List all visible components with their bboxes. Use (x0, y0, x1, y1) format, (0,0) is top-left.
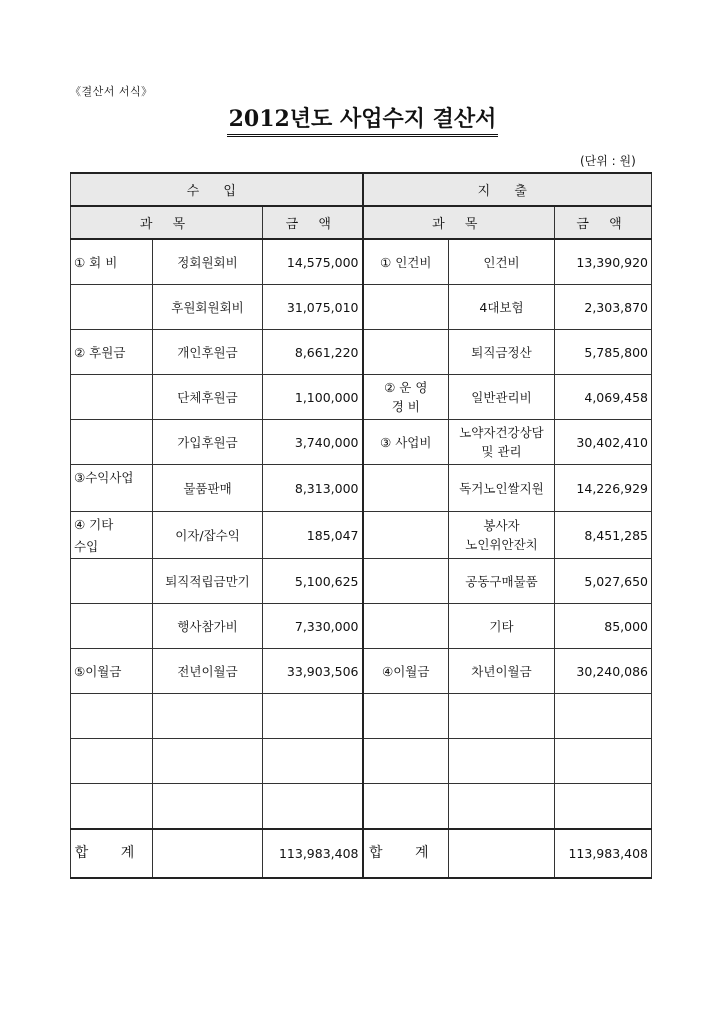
expense-category (363, 784, 449, 830)
expense-amount-text: 8,451,285 (584, 527, 648, 543)
expense-header: 지 출 (363, 173, 652, 206)
income-amount-text: 5,100,625 (294, 573, 359, 589)
expense-item-text: 인건비 (483, 254, 520, 270)
income-item (153, 649, 263, 694)
income-category (71, 239, 153, 285)
table-row (71, 649, 652, 694)
income-total-blank (153, 829, 263, 878)
income-header: 수 입 (71, 173, 363, 206)
expense-item (449, 649, 555, 694)
income-category (71, 512, 153, 559)
income-item (153, 739, 263, 784)
expense-category (363, 649, 449, 694)
expense-category (363, 604, 449, 649)
expense-amount (555, 465, 652, 512)
expense-amount-text: 13,390,920 (576, 254, 648, 270)
table-row (71, 285, 652, 330)
expense-item (449, 739, 555, 784)
expense-category (363, 465, 449, 512)
income-item (153, 784, 263, 830)
expense-item (449, 604, 555, 649)
expense-item (449, 465, 555, 512)
expense-total-blank (449, 829, 555, 878)
expense-item (449, 512, 555, 559)
table-row (71, 784, 652, 830)
income-item (153, 512, 263, 559)
income-amount-text: 14,575,000 (286, 254, 359, 270)
income-amount (263, 694, 363, 739)
income-item (153, 694, 263, 739)
income-category (71, 375, 153, 420)
expense-category (363, 559, 449, 604)
expense-category (363, 739, 449, 784)
income-category-text: ⑤이월금 (74, 664, 122, 679)
income-item-text: 개인후원금 (177, 344, 238, 360)
expense-item (449, 330, 555, 375)
income-category (71, 559, 153, 604)
expense-amount-text: 14,226,929 (576, 480, 648, 496)
income-item-text: 전년이월금 (177, 663, 238, 679)
total-row (71, 829, 652, 878)
expense-item-text: 4대보험 (479, 299, 524, 315)
expense-category (363, 420, 449, 465)
income-amount (263, 784, 363, 830)
expense-category-text: ④이월금 (382, 663, 430, 679)
expense-category-text: ② 운 영 경 비 (384, 380, 428, 414)
expense-category-text: ① 인건비 (380, 254, 432, 270)
expense-amount-text: 5,785,800 (584, 344, 648, 360)
income-item-text: 물품판매 (183, 480, 232, 496)
income-category (71, 330, 153, 375)
income-item (153, 604, 263, 649)
income-item (153, 375, 263, 420)
income-category (71, 649, 153, 694)
expense-total-amount-text: 113,983,408 (568, 846, 648, 861)
table-row (71, 375, 652, 420)
table-row (71, 239, 652, 285)
income-category (71, 285, 153, 330)
expense-amount-text: 30,402,410 (576, 434, 648, 450)
expense-item-text: 봉사자 노인위안잔치 (465, 518, 538, 552)
expense-item-text: 독거노인쌀지원 (459, 480, 544, 496)
income-amount (263, 239, 363, 285)
income-category-text: ① 회 비 (74, 255, 118, 270)
income-item-text: 행사참가비 (177, 618, 238, 634)
table-row (71, 465, 652, 512)
expense-amount-text: 5,027,650 (584, 573, 648, 589)
expense-amount-header: 금 액 (555, 206, 652, 239)
expense-item (449, 285, 555, 330)
income-item-text: 후원회원회비 (171, 299, 244, 315)
table-row (71, 604, 652, 649)
settlement-table-body (71, 173, 652, 878)
income-item (153, 559, 263, 604)
income-item-text: 퇴직적립금만기 (165, 573, 250, 589)
expense-category-text: ③ 사업비 (380, 434, 432, 450)
income-item (153, 285, 263, 330)
expense-total-label (363, 829, 449, 878)
expense-amount (555, 604, 652, 649)
expense-category (363, 285, 449, 330)
column-header-row (71, 206, 652, 239)
unit-note: (단위 : 원) (580, 154, 636, 168)
expense-total-label-text: 합 계 (369, 845, 443, 861)
document-title-text: 2012년도 사업수지 결산서 (227, 106, 499, 137)
income-category-text: ③수익사업 (74, 470, 134, 485)
income-total-amount (263, 829, 363, 878)
expense-item (449, 420, 555, 465)
income-amount (263, 559, 363, 604)
income-amount (263, 739, 363, 784)
income-category (71, 420, 153, 465)
expense-item-text: 퇴직금정산 (471, 344, 532, 360)
income-amount (263, 512, 363, 559)
income-amount (263, 649, 363, 694)
table-row (71, 739, 652, 784)
income-category-text: ② 후원금 (74, 345, 126, 360)
expense-amount (555, 784, 652, 830)
expense-amount (555, 239, 652, 285)
income-amount-text: 8,661,220 (294, 344, 359, 360)
expense-amount (555, 420, 652, 465)
income-category (71, 465, 153, 512)
income-amount (263, 465, 363, 512)
expense-item (449, 239, 555, 285)
income-item (153, 465, 263, 512)
income-item-text: 정회원회비 (177, 254, 238, 270)
expense-category (363, 330, 449, 375)
document-title (0, 102, 725, 133)
expense-item-text: 일반관리비 (471, 389, 532, 405)
expense-item-header: 과 목 (363, 206, 555, 239)
expense-amount (555, 512, 652, 559)
income-amount-text: 185,047 (306, 527, 359, 543)
table-row (71, 330, 652, 375)
expense-amount (555, 649, 652, 694)
settlement-table (70, 172, 652, 879)
form-label: 《결산서 서식》 (70, 85, 153, 98)
expense-amount (555, 694, 652, 739)
income-category-text: ④ 기타 수입 (74, 517, 114, 554)
income-item-header: 과 목 (71, 206, 263, 239)
income-category (71, 739, 153, 784)
expense-item (449, 559, 555, 604)
expense-item-text: 공동구매물품 (465, 573, 538, 589)
income-amount (263, 330, 363, 375)
income-item-text: 가입후원금 (177, 434, 238, 450)
income-amount (263, 375, 363, 420)
income-amount-text: 7,330,000 (294, 618, 359, 634)
expense-item (449, 694, 555, 739)
income-total-label (71, 829, 153, 878)
expense-category (363, 375, 449, 420)
expense-item-text: 기타 (489, 618, 514, 634)
table-row (71, 694, 652, 739)
expense-item-text: 노약자건강상담 및 관리 (459, 425, 544, 459)
section-header-row (71, 173, 652, 206)
income-item-text: 이자/잡수익 (175, 527, 240, 543)
income-amount-text: 1,100,000 (294, 389, 359, 405)
expense-amount-text: 2,303,870 (584, 299, 648, 315)
expense-amount (555, 330, 652, 375)
income-amount (263, 420, 363, 465)
table-row (71, 512, 652, 559)
income-amount-text: 3,740,000 (294, 434, 359, 450)
expense-amount (555, 375, 652, 420)
expense-amount-text: 4,069,458 (584, 389, 648, 405)
income-category (71, 604, 153, 649)
income-amount-header: 금 액 (263, 206, 363, 239)
expense-amount (555, 559, 652, 604)
expense-category (363, 512, 449, 559)
income-item (153, 239, 263, 285)
expense-category (363, 239, 449, 285)
expense-item (449, 784, 555, 830)
income-item-text: 단체후원금 (177, 389, 238, 405)
income-amount-text: 33,903,506 (286, 663, 359, 679)
income-amount (263, 285, 363, 330)
expense-amount (555, 285, 652, 330)
expense-item (449, 375, 555, 420)
income-amount (263, 604, 363, 649)
expense-category (363, 694, 449, 739)
income-item (153, 330, 263, 375)
table-row (71, 420, 652, 465)
expense-amount (555, 739, 652, 784)
income-total-amount-text: 113,983,408 (278, 846, 359, 861)
expense-item-text: 차년이월금 (471, 663, 532, 679)
income-category (71, 784, 153, 830)
expense-total-amount (555, 829, 652, 878)
expense-amount-text: 30,240,086 (576, 663, 648, 679)
income-total-label-text: 합 계 (74, 845, 149, 861)
expense-amount-text: 85,000 (604, 618, 648, 634)
income-amount-text: 8,313,000 (294, 480, 359, 496)
income-item (153, 420, 263, 465)
income-category (71, 694, 153, 739)
table-row (71, 559, 652, 604)
income-amount-text: 31,075,010 (286, 299, 359, 315)
